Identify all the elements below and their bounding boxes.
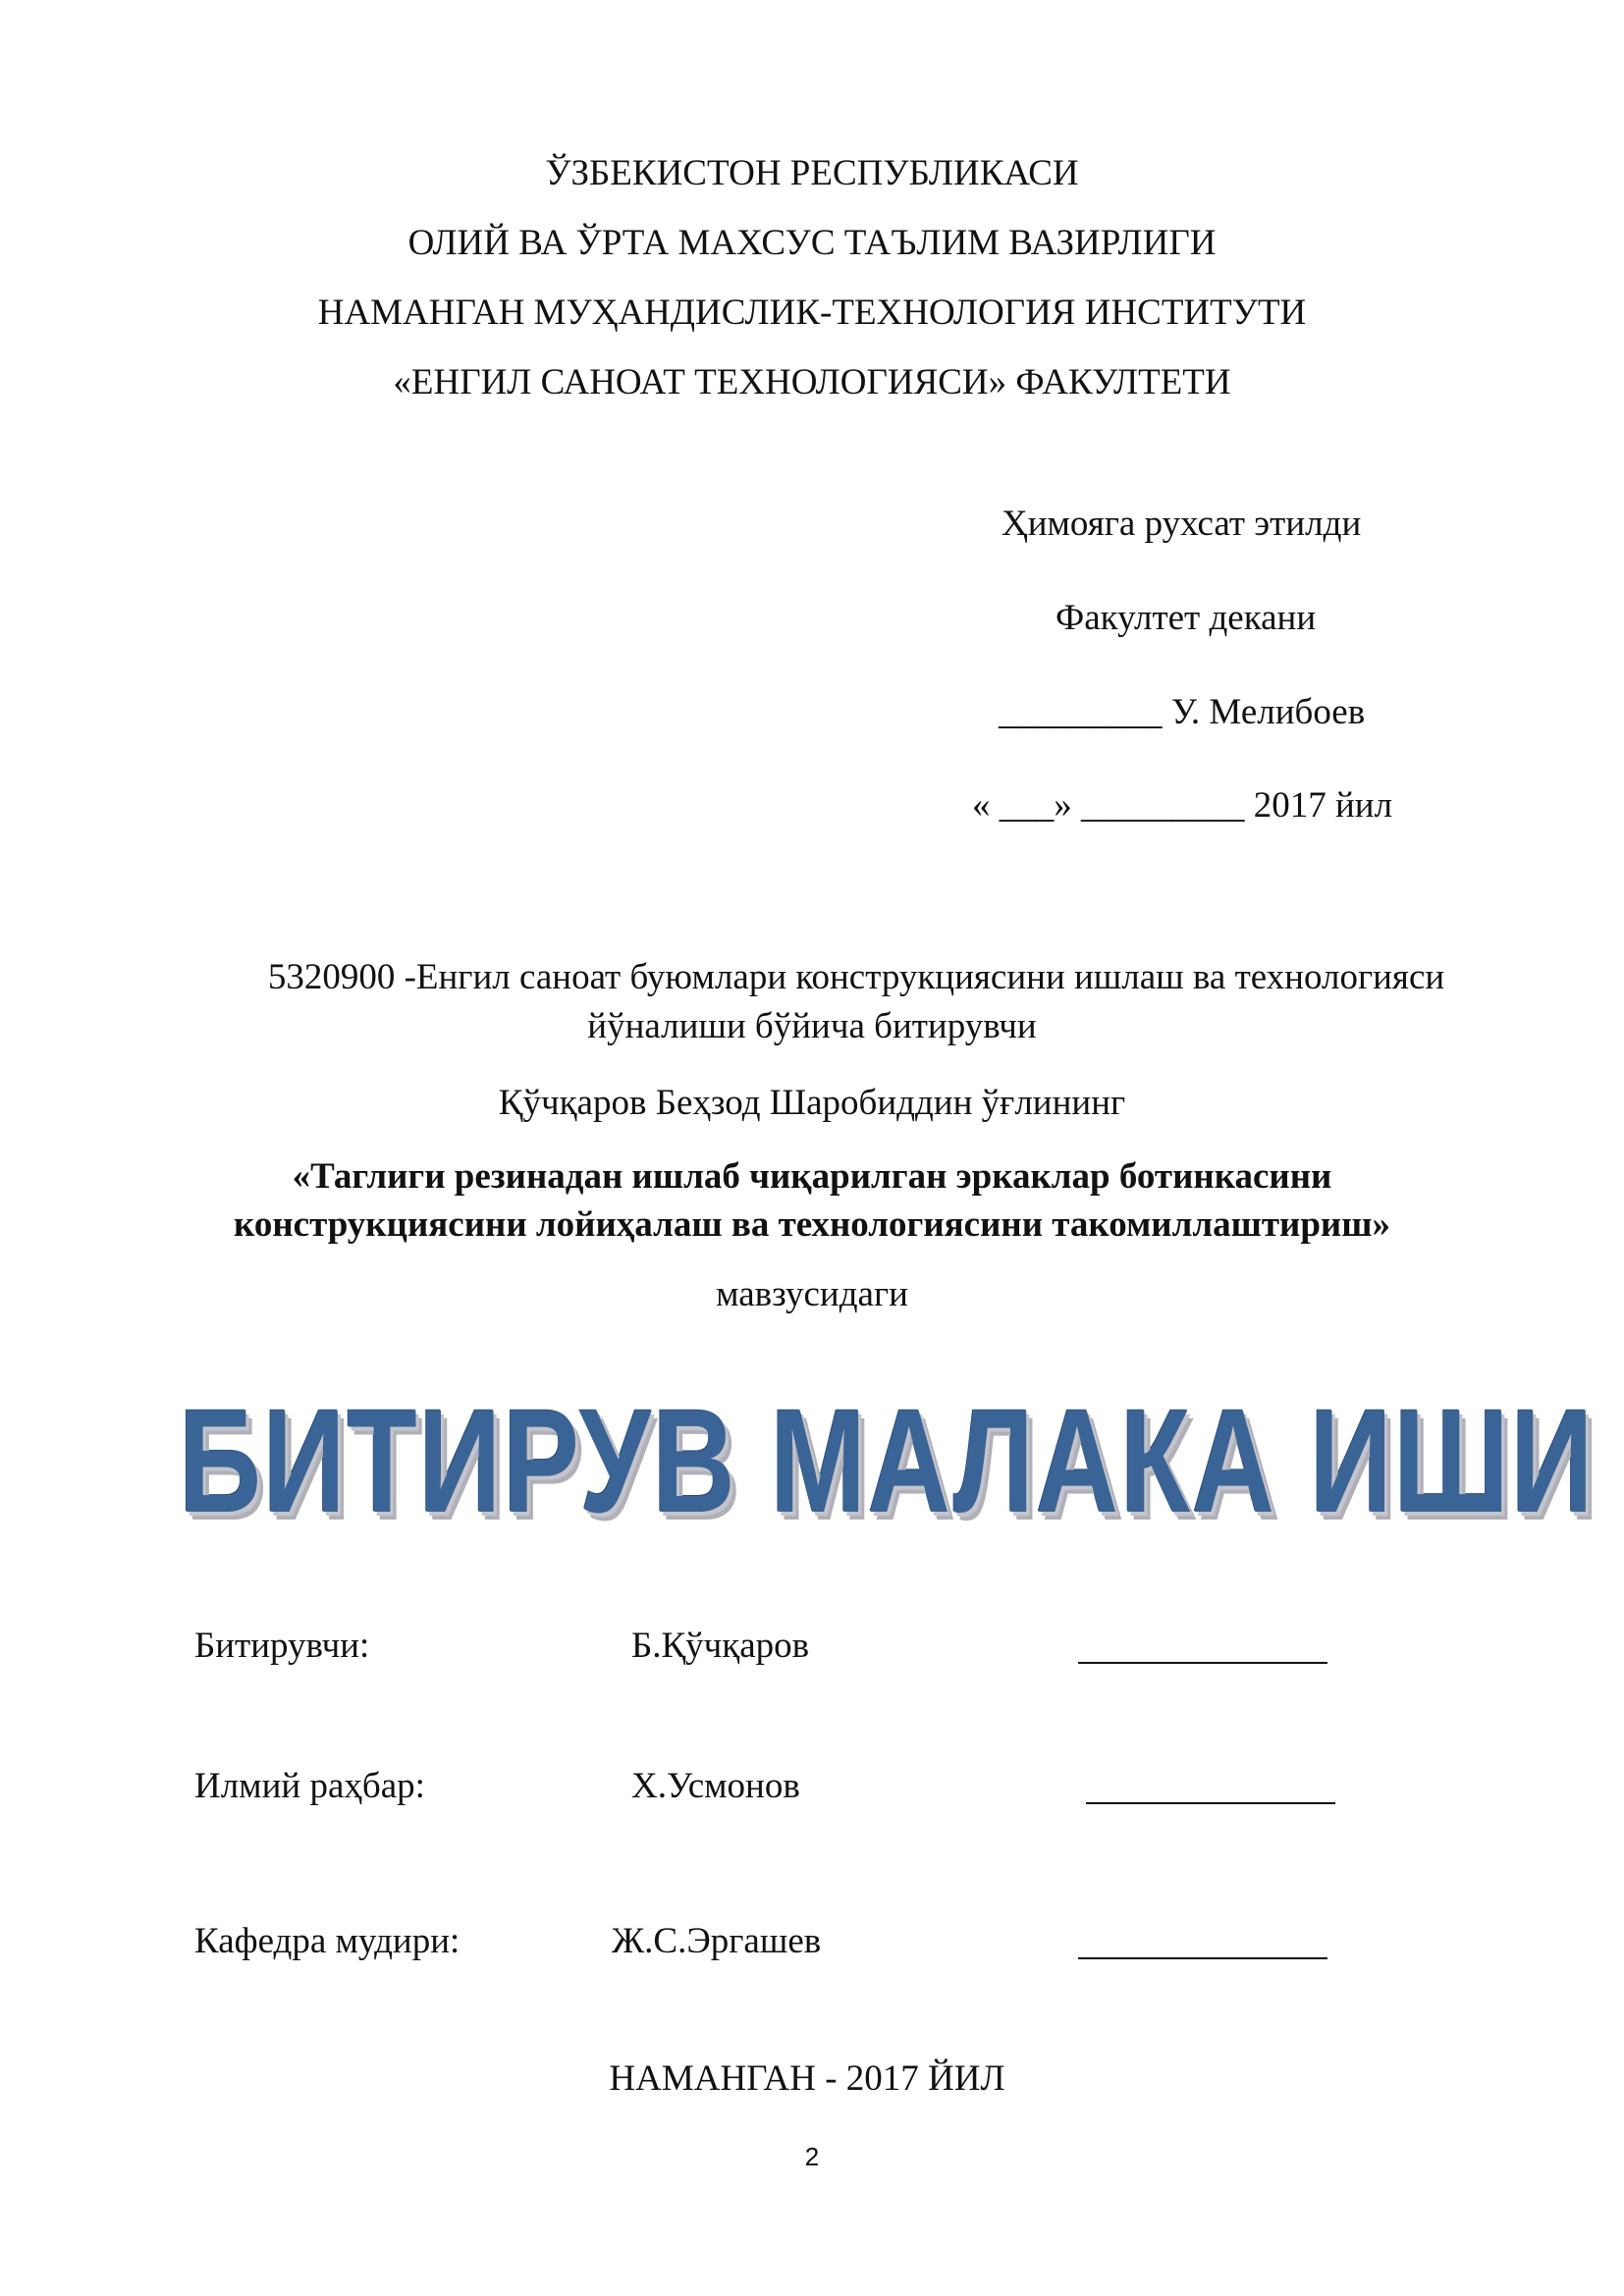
page-number: 2 xyxy=(804,2142,820,2171)
footer-city-year: НАМАНГАН - 2017 ЙИЛ xyxy=(609,2058,1005,2099)
signature-name: Ж.С.Эргашев xyxy=(612,1921,822,1961)
approval-date: « ___» _________ 2017 йил xyxy=(972,785,1393,826)
specialty-line-2: йўналиши бўйича битирувчи xyxy=(587,1006,1037,1046)
topic-suffix: мавзусидаги xyxy=(716,1274,908,1314)
signature-role: Битирувчи: xyxy=(194,1626,370,1666)
student-name: Қўчқаров Беҳзод Шаробиддин ўғлининг xyxy=(498,1083,1126,1123)
signature-line xyxy=(1078,1957,1327,1959)
faculty-name: «ЕНГИЛ САНОАТ ТЕХНОЛОГИЯСИ» ФАКУЛТЕТИ xyxy=(393,362,1231,402)
ministry-name: ОЛИЙ ВА ЎРТА МАХСУС ТАЪЛИМ ВАЗИРЛИГИ xyxy=(407,223,1217,263)
topic-line-2: конструкциясини лойиҳалаш ва технологиясини такомиллаштириш» xyxy=(234,1204,1390,1245)
signature-line xyxy=(1078,1662,1327,1664)
main-title: БИТИРУВ МАЛАКА ИШИ xyxy=(178,1378,1596,1543)
signature-role: Илмий раҳбар: xyxy=(194,1766,425,1806)
topic-line-1: «Таглиги резинадан ишлаб чиқарилган эркаклар ботинкасини xyxy=(292,1156,1332,1197)
signature-line xyxy=(1086,1802,1335,1804)
signature-name: Х.Усмонов xyxy=(631,1766,800,1806)
signature-name: Б.Қўчқаров xyxy=(631,1626,810,1666)
approval-signature: _________ У. Мелибоев xyxy=(999,692,1366,732)
approval-allowed: Ҳимояга рухсат этилди xyxy=(1001,504,1362,544)
institute-name: НАМАНГАН МУҲАНДИСЛИК-ТЕХНОЛОГИЯ ИНСТИТУТИ xyxy=(317,293,1307,333)
specialty-line-1: 5320900 -Енгил саноат буюмлари конструкциясини ишлаш ва технологияси xyxy=(267,957,1445,997)
approval-position: Факултет декани xyxy=(1056,598,1317,638)
signature-role: Кафедра мудири: xyxy=(194,1921,460,1961)
ministry-country: ЎЗБЕКИСТОН РЕСПУБЛИКАСИ xyxy=(545,153,1079,193)
